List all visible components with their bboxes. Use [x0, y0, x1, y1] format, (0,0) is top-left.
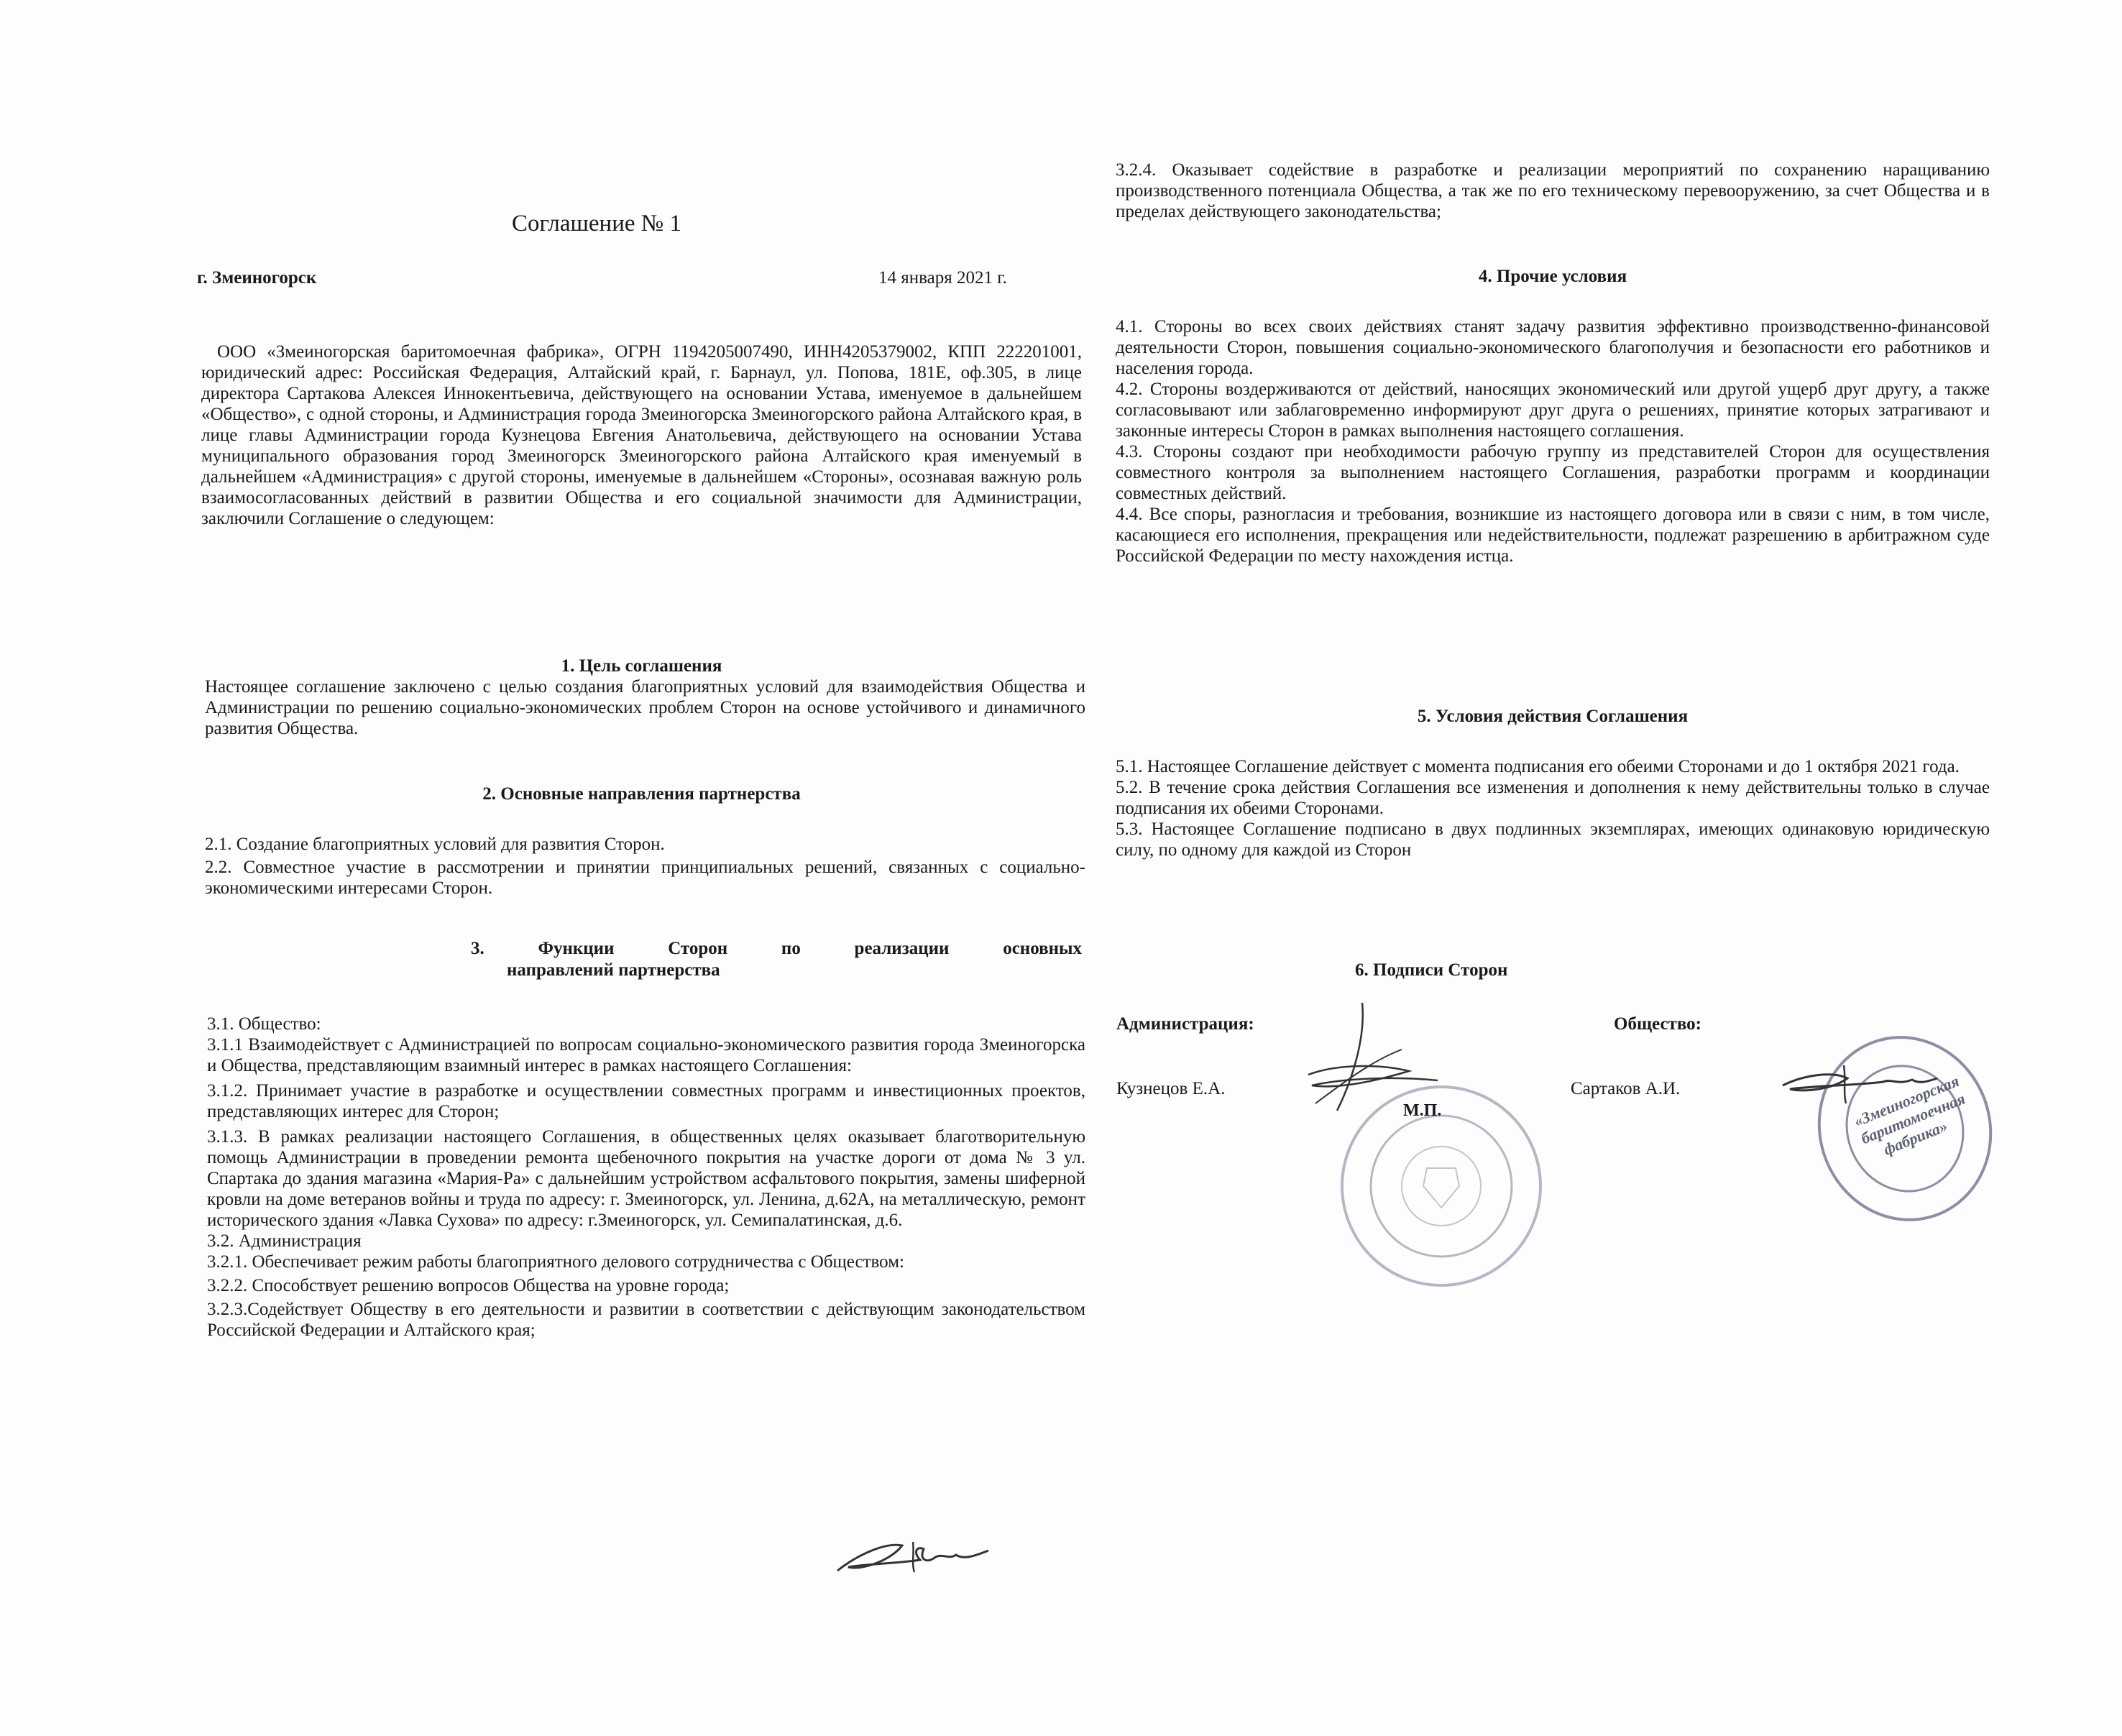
section-3-2-2: 3.2.2. Способствует решению вопросов Общества на уровне города; [207, 1276, 730, 1295]
society-stamp-text: «Змеиногорская баритомоечная фабрика» [1851, 1071, 1968, 1159]
administration-signature [1294, 996, 1481, 1139]
document-title: Соглашение № 1 [512, 211, 681, 236]
section-3-1-2: 3.1.2. Принимает участие в разработке и осуществлении совместных программ и инвестиционных проектов, представляющих интерес для Сторон; [207, 1081, 1085, 1121]
section-5-1: 5.1. Настоящее Соглашение действует с момента подписания его обеими Сторонами и до 1 октября 2021 года. [1116, 757, 1960, 776]
society-signature [1776, 1057, 1941, 1114]
section-3-title-line2: направлений партнерства [507, 960, 720, 980]
date-label: 14 января 2021 г. [878, 268, 1007, 288]
section-4-4: 4.4. Все споры, разногласия и требования, возникшие из настоящего договора или в связи с ним, в том числе, касающиеся его исполнения, прекращения или недействительности, подлежат разрешению в арбитражном суде Российской Федерации по месту нахождения истца. [1116, 505, 1990, 566]
section-4-body [1116, 316, 1990, 566]
section-3-2-4: 3.2.4. Оказывает содействие в разработке и реализации мероприятий по сохранению наращиванию производственного потенциала Общества, а так же по его техническому перевооружению, за счет Общества и в пределах действующего законодательства; [1116, 160, 1990, 221]
section-3-title-line1: 3. Функции Сторон по реализации основных [471, 939, 1082, 958]
society-label: Общество: [1614, 1014, 1701, 1034]
right-column [1116, 160, 1990, 222]
section-5-2: 5.2. В течение срока действия Соглашения все изменения и дополнения к нему действительны только в случае подписания их обеими Сторонами. [1116, 778, 1990, 818]
stamp-mp-label: М.П. [1403, 1101, 1442, 1120]
section-2-title: 2. Основные направления партнерства [482, 784, 801, 804]
section-1-title: 1. Цель соглашения [561, 656, 722, 676]
admin-label: Администрация: [1116, 1014, 1254, 1034]
section-2-1: 2.1. Создание благоприятных условий для развития Сторон. [205, 835, 665, 854]
section-3-2: 3.2. Администрация [207, 1231, 362, 1251]
admin-signatory-name: Кузнецов Е.А. [1116, 1079, 1226, 1098]
section-2-2: 2.2. Совместное участие в рассмотрении и принятии принципиальных решений, связанных с социально-экономическими интересами Сторон. [205, 858, 1085, 898]
city-label: г. Змеиногорск [197, 268, 317, 288]
section-4-title: 4. Прочие условия [1478, 267, 1627, 286]
section-3-2-3: 3.2.3.Содействует Обществу в его деятельности и развитии в соответствии с действующим законодательством Российской Федерации и Алтайского края; [207, 1300, 1085, 1340]
page-initials-signature [834, 1528, 999, 1585]
section-3-body [207, 1014, 1085, 1341]
section-1-text: Настоящее соглашение заключено с целью создания благоприятных условий для взаимодействия Общества и Администрации по решению социально-экономических проблем Сторон на основе устойчивого и динамичного развития Общества. [205, 677, 1085, 738]
section-3-1-3: 3.1.3. В рамках реализации настоящего Соглашения, в общественных целях оказывает благотворительную помощь Администрации в проведении ремонта щебеночного покрытия на участке дороги от дома № 3 ул. Спартака до здания магазина «Мария-Ра» с дальнейшим устройством асфальтового покрытия, замены шиферной кровли на доме ветеранов войны и труда по адресу: г. Змеиногорск, ул. Ленина, д.62А, на металлическую, ремонт исторического здания «Лавка Сухова» по адресу: г.Змеиногорск, ул. Семипалатинская, д.6. [207, 1127, 1085, 1230]
section-4-3: 4.3. Стороны создают при необходимости рабочую группу из представителей Сторон для осуществления совместного контроля за выполнением настоящего Соглашения, разработки программ и координации совместных действий. [1116, 442, 1990, 503]
section-5-3: 5.3. Настоящее Соглашение подписано в двух подлинных экземплярах, имеющих одинаковую юридическую силу, по одному для каждой из Сторон [1116, 819, 1990, 860]
section-6-title: 6. Подписи Сторон [1355, 960, 1508, 980]
section-5-title: 5. Условия действия Соглашения [1417, 707, 1689, 726]
section-3-1-1: 3.1.1 Взаимодействует с Администрацией по вопросам социально-экономического развития города Змеиногорска и Общества, представляющим взаимный интерес в рамках настоящего Соглашения: [207, 1035, 1085, 1075]
section-3-2-1: 3.2.1. Обеспечивает режим работы благоприятного делового сотрудничества с Обществом: [207, 1252, 904, 1272]
society-signatory-name: Сартаков А.И. [1571, 1079, 1681, 1098]
section-5-body [1116, 756, 1990, 860]
preamble: ООО «Змеиногорская баритомоечная фабрика», ОГРН 1194205007490, ИНН4205379002, КПП 222201001, юридический адрес: Российская Федерация, Алтайский край, г. Барнаул, ул. Попова, 181Е, оф.305, в лице директора Сартакова Алексея Иннокентьевича, действующего на основании Устава, именуемое в дальнейшем «Общество», с одной стороны, и Администрация города Змеиногорска Змеиногорского района Алтайского края, в лице главы Администрации города Кузнецова Евгения Анатольевича, действующего на основании Устава муниципального образования город Змеиногорск Змеиногорского района Алтайского края именуемый в дальнейшем «Администрация» с другой стороны, именуемые в дальнейшем «Стороны», осознавая важную роль взаимосогласованных действий в развитии Общества и его социальной значимости для Администрации, заключили Соглашение о следующем: [201, 342, 1082, 528]
section-4-1: 4.1. Стороны во всех своих действиях станят задачу развития эффективно производственно-финансовой деятельности Сторон, повышения социально-экономического благополучия и безопасности его работников и населения города. [1116, 317, 1990, 378]
section-4-2: 4.2. Стороны воздерживаются от действий, наносящих экономический или другой ущерб друг другу, а также согласовывают или заблаговременно информируют друг друга о решениях, принятие которых затрагивают и законные интересы Сторон в рамках выполнения настоящего соглашения. [1116, 380, 1990, 441]
section-3-1: 3.1. Общество: [207, 1014, 321, 1034]
